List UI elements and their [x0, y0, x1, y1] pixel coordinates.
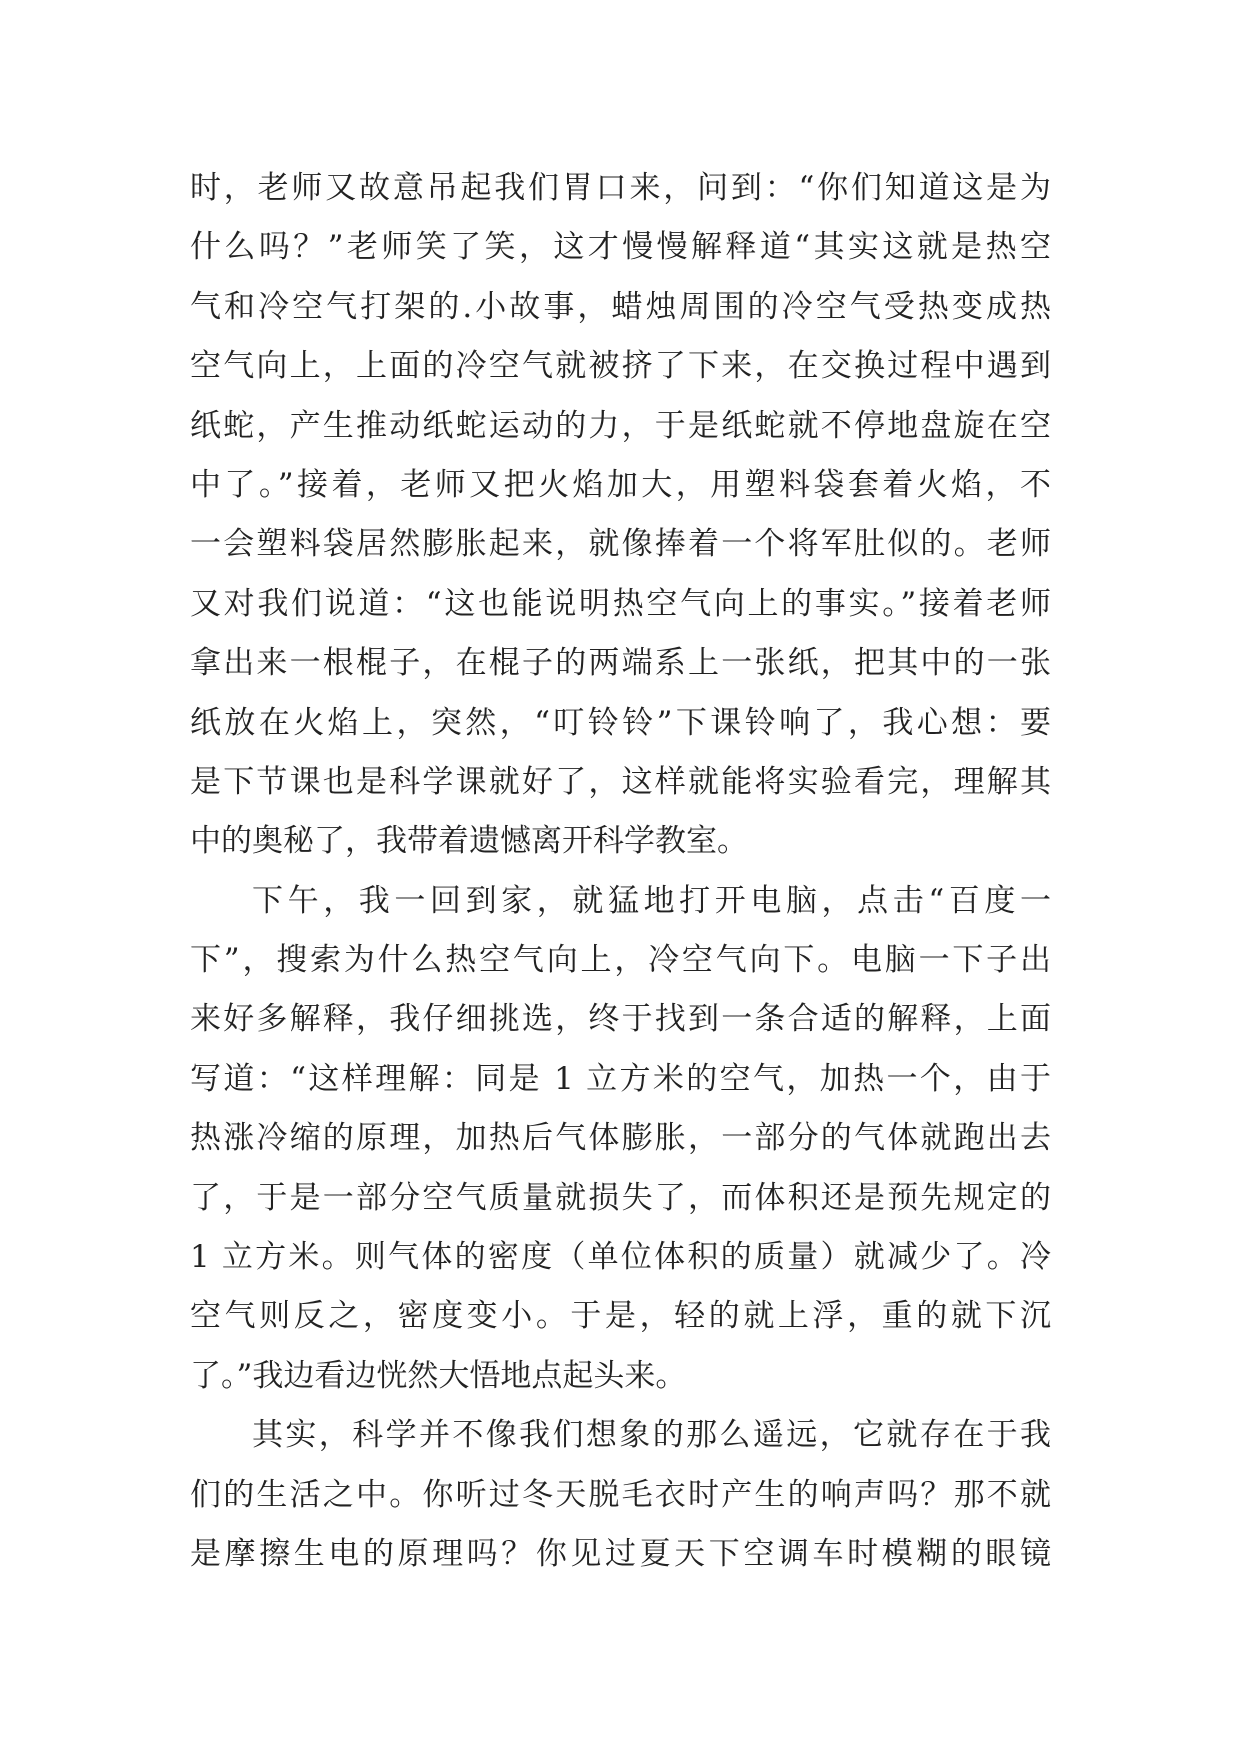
text-line: 们的生活之中。你听过冬天脱毛衣时产生的响声吗？那不就: [190, 1476, 1051, 1513]
text-line: 一会塑料袋居然膨胀起来，就像捧着一个将军肚似的。老师: [190, 526, 1051, 563]
paragraph-start-line: 其实，科学并不像我们想象的那么遥远，它就存在于我: [252, 1417, 1051, 1454]
text-line: 是摩擦生电的原理吗？你见过夏天下空调车时模糊的眼镜: [190, 1535, 1051, 1572]
text-line: 热涨冷缩的原理，加热后气体膨胀，一部分的气体就跑出去: [190, 1120, 1051, 1157]
text-line: 下”，搜索为什么热空气向上，冷空气向下。电脑一下子出: [190, 942, 1051, 979]
text-line: 纸蛇，产生推动纸蛇运动的力，于是纸蛇就不停地盘旋在空: [190, 407, 1051, 444]
text-line: 了，于是一部分空气质量就损失了，而体积还是预先规定的: [190, 1179, 1051, 1216]
text-line: 什么吗？”老师笑了笑，这才慢慢解释道“其实这就是热空: [190, 229, 1051, 266]
body-text: [190, 159, 1051, 1584]
text-line: 时，老师又故意吊起我们胃口来，问到：“你们知道这是为: [190, 170, 1051, 206]
text-line: 来好多解释，我仔细挑选，终于找到一条合适的解释，上面: [190, 1001, 1051, 1038]
text-line: 又对我们说道：“这也能说明热空气向上的事实。”接着老师: [190, 585, 1051, 622]
text-line: 空气向上，上面的冷空气就被挤了下来，在交换过程中遇到: [190, 348, 1051, 385]
text-line: 中了。”接着，老师又把火焰加大，用塑料袋套着火焰，不: [190, 466, 1051, 503]
text-line: 纸放在火焰上，突然，“叮铃铃”下课铃响了，我心想：要: [190, 704, 1051, 741]
paragraph-start-line: 下午，我一回到家，就猛地打开电脑，点击“百度一: [252, 882, 1051, 919]
text-line: 拿出来一根棍子，在棍子的两端系上一张纸，把其中的一张: [190, 645, 1051, 682]
text-line: 中的奥秘了，我带着遗憾离开科学教室。: [190, 823, 748, 860]
text-line: 了。”我边看边恍然大悟地点起头来。: [190, 1357, 687, 1394]
text-line: 1 立方米。则气体的密度（单位体积的质量）就减少了。冷: [190, 1239, 1051, 1276]
text-line: 是下节课也是科学课就好了，这样就能将实验看完，理解其: [190, 763, 1051, 800]
text-line: 空气则反之，密度变小。于是，轻的就上浮，重的就下沉: [190, 1298, 1051, 1335]
text-line: 写道：“这样理解：同是 1 立方米的空气，加热一个，由于: [190, 1060, 1051, 1097]
text-line: 气和冷空气打架的.小故事，蜡烛周围的冷空气受热变成热: [190, 288, 1051, 325]
